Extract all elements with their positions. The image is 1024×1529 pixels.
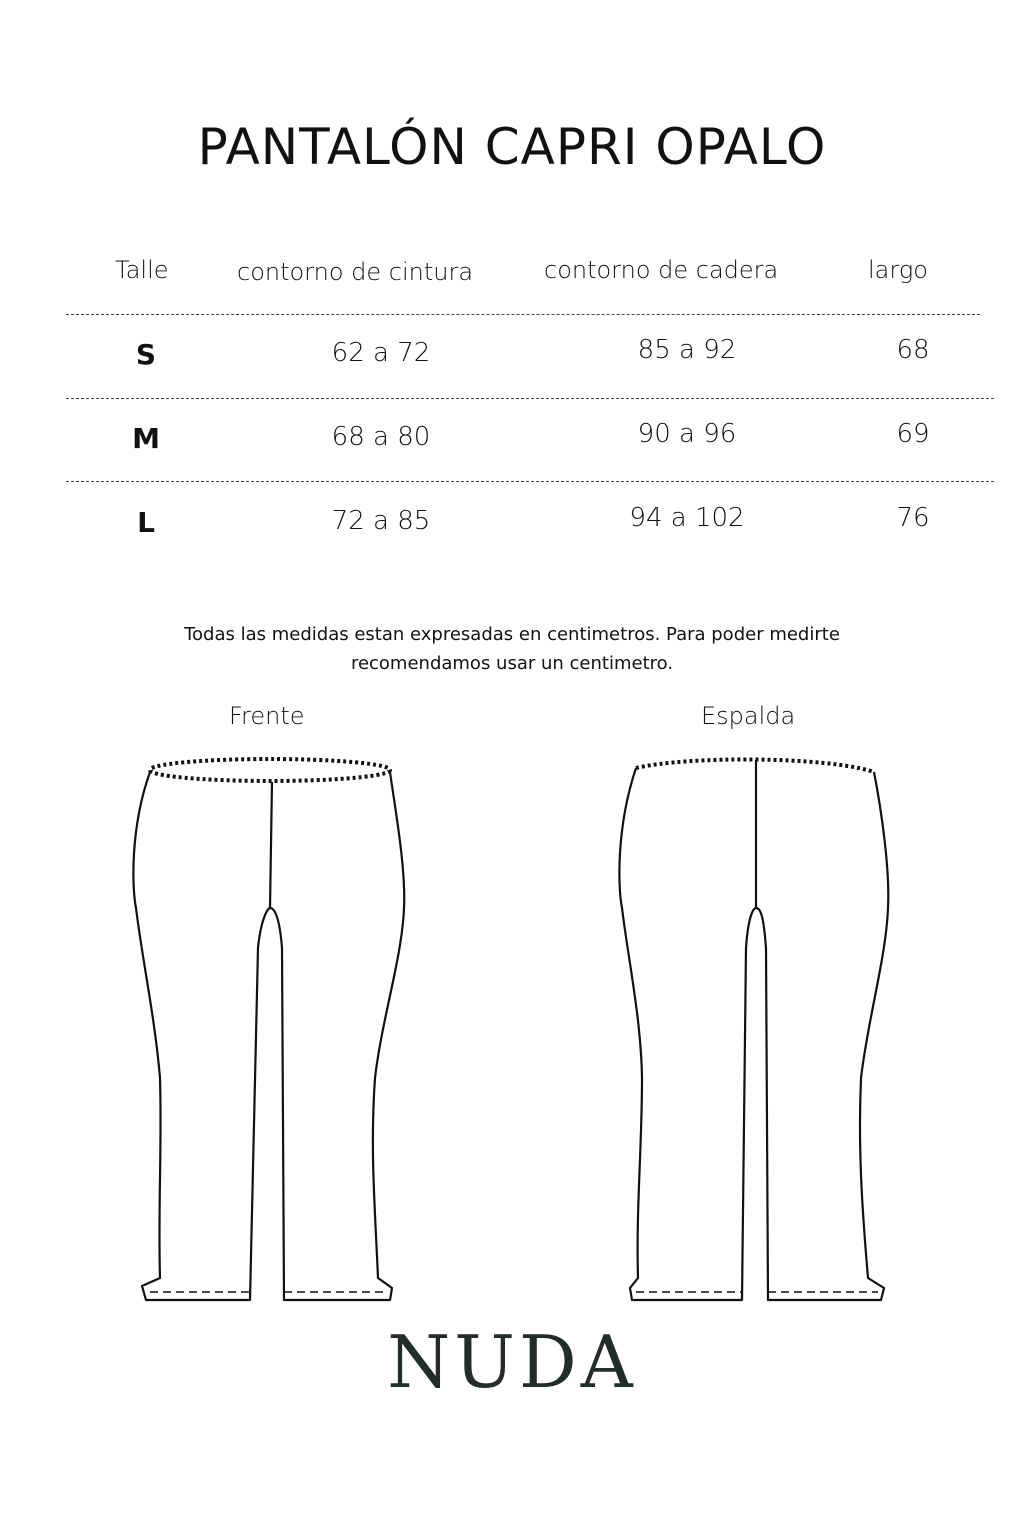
back-view-label: Espalda: [701, 702, 796, 730]
header-waist: contorno de cintura: [237, 258, 474, 286]
size-label: S: [135, 338, 157, 371]
pants-outline: [619, 768, 888, 1300]
hip-value: 94 a 102: [629, 503, 745, 533]
brand-logo: NUDA: [387, 1320, 637, 1404]
waist-value: 62 a 72: [331, 338, 431, 368]
front-pants-illustration: [120, 748, 420, 1308]
hip-value: 90 a 96: [637, 419, 737, 449]
pants-outline: [133, 772, 404, 1300]
header-size: Talle: [115, 256, 169, 284]
length-value: 69: [896, 419, 930, 449]
size-label: L: [137, 506, 155, 539]
note-line-1: Todas las medidas estan expresadas en centimetros. Para poder medirte: [184, 624, 840, 645]
divider: [66, 481, 994, 482]
size-label: M: [132, 422, 160, 455]
page-title: PANTALÓN CAPRI OPALO: [197, 118, 827, 176]
back-pants-illustration: [606, 748, 906, 1308]
divider: [66, 314, 980, 315]
length-value: 76: [896, 503, 930, 533]
length-value: 68: [896, 335, 930, 365]
measurement-note: [0, 620, 1024, 678]
waistband: [150, 759, 390, 781]
center-seam: [270, 782, 272, 908]
hip-value: 85 a 92: [637, 335, 737, 365]
note-line-2: recomendamos usar un centimetro.: [350, 653, 674, 674]
header-hip: contorno de cadera: [544, 256, 779, 284]
divider: [66, 398, 994, 399]
front-view-label: Frente: [229, 702, 305, 730]
header-length: largo: [868, 256, 928, 284]
waist-value: 68 a 80: [331, 422, 431, 452]
waist-value: 72 a 85: [331, 506, 431, 536]
